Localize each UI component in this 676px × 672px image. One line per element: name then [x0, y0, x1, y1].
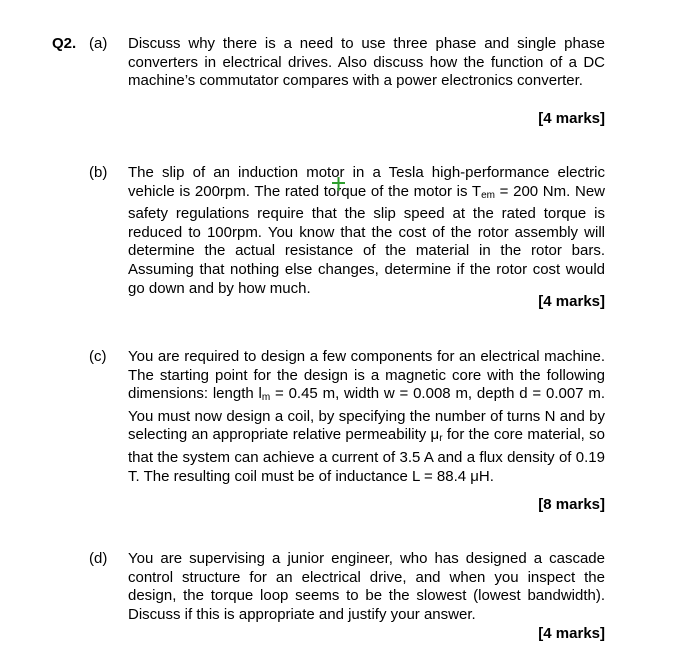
- part-c-label: (c): [89, 348, 107, 365]
- part-b-sub-1: em: [481, 189, 495, 201]
- part-c-sub-1: m: [261, 392, 271, 404]
- part-a-text: Discuss why there is a need to use three phase and single phase converters in electrical drives. Also discuss how the function of a DC machine’s commutator compares with a power electronics converter.: [128, 35, 605, 90]
- part-b-text: [128, 164, 605, 298]
- part-c-text-1: You are required to design a few components for an electrical machine. The starting point for the design is a magnetic core with the following dimensions: length l: [128, 348, 605, 403]
- part-b-text-2: = 200 Nm. New safety regulations require that the slip speed at the rated torque is reduced to 100rpm. You know that the cost of the rotor assembly will determine the actual resistance of the material in the rotor bars. Assuming that nothing else changes, determine if the rotor cost would go down and by how much.: [128, 182, 605, 297]
- part-a-marks: [4 marks]: [538, 110, 605, 127]
- part-d-label: (d): [89, 550, 108, 567]
- part-c-text: [128, 348, 605, 486]
- part-c-marks: [8 marks]: [538, 496, 605, 513]
- part-a-label: (a): [89, 35, 108, 52]
- part-b-text-1: The slip of an induction motor in a Tesla high-performance electric vehicle is 200rpm. The rated torque of the motor is T: [128, 164, 605, 200]
- part-d-marks: [4 marks]: [538, 625, 605, 642]
- part-b-marks: [4 marks]: [538, 293, 605, 310]
- text-cursor-icon: [331, 175, 346, 193]
- part-c-text-3: for the core material, so that the system can achieve a current of 3.5 A and a flux density of 0.19 T. The resulting coil must be of inductance L = 88.4 μH.: [128, 426, 605, 485]
- part-b-label: (b): [89, 164, 108, 181]
- part-c-text-2: = 0.45 m, width w = 0.008 m, depth d = 0.007 m. You must now design a coil, by specifying the number of turns N and by selecting an appropriate relative permeability μ: [128, 385, 605, 444]
- part-d-text: You are supervising a junior engineer, who has designed a cascade control structure for an electrical drive, and when you inspect the design, the torque loop seems to be the slowest (lowest bandwidth). Discuss if this is appropriate and justify your answer.: [128, 550, 605, 623]
- question-number: Q2.: [52, 35, 77, 52]
- part-c-sub-2: r: [439, 433, 443, 445]
